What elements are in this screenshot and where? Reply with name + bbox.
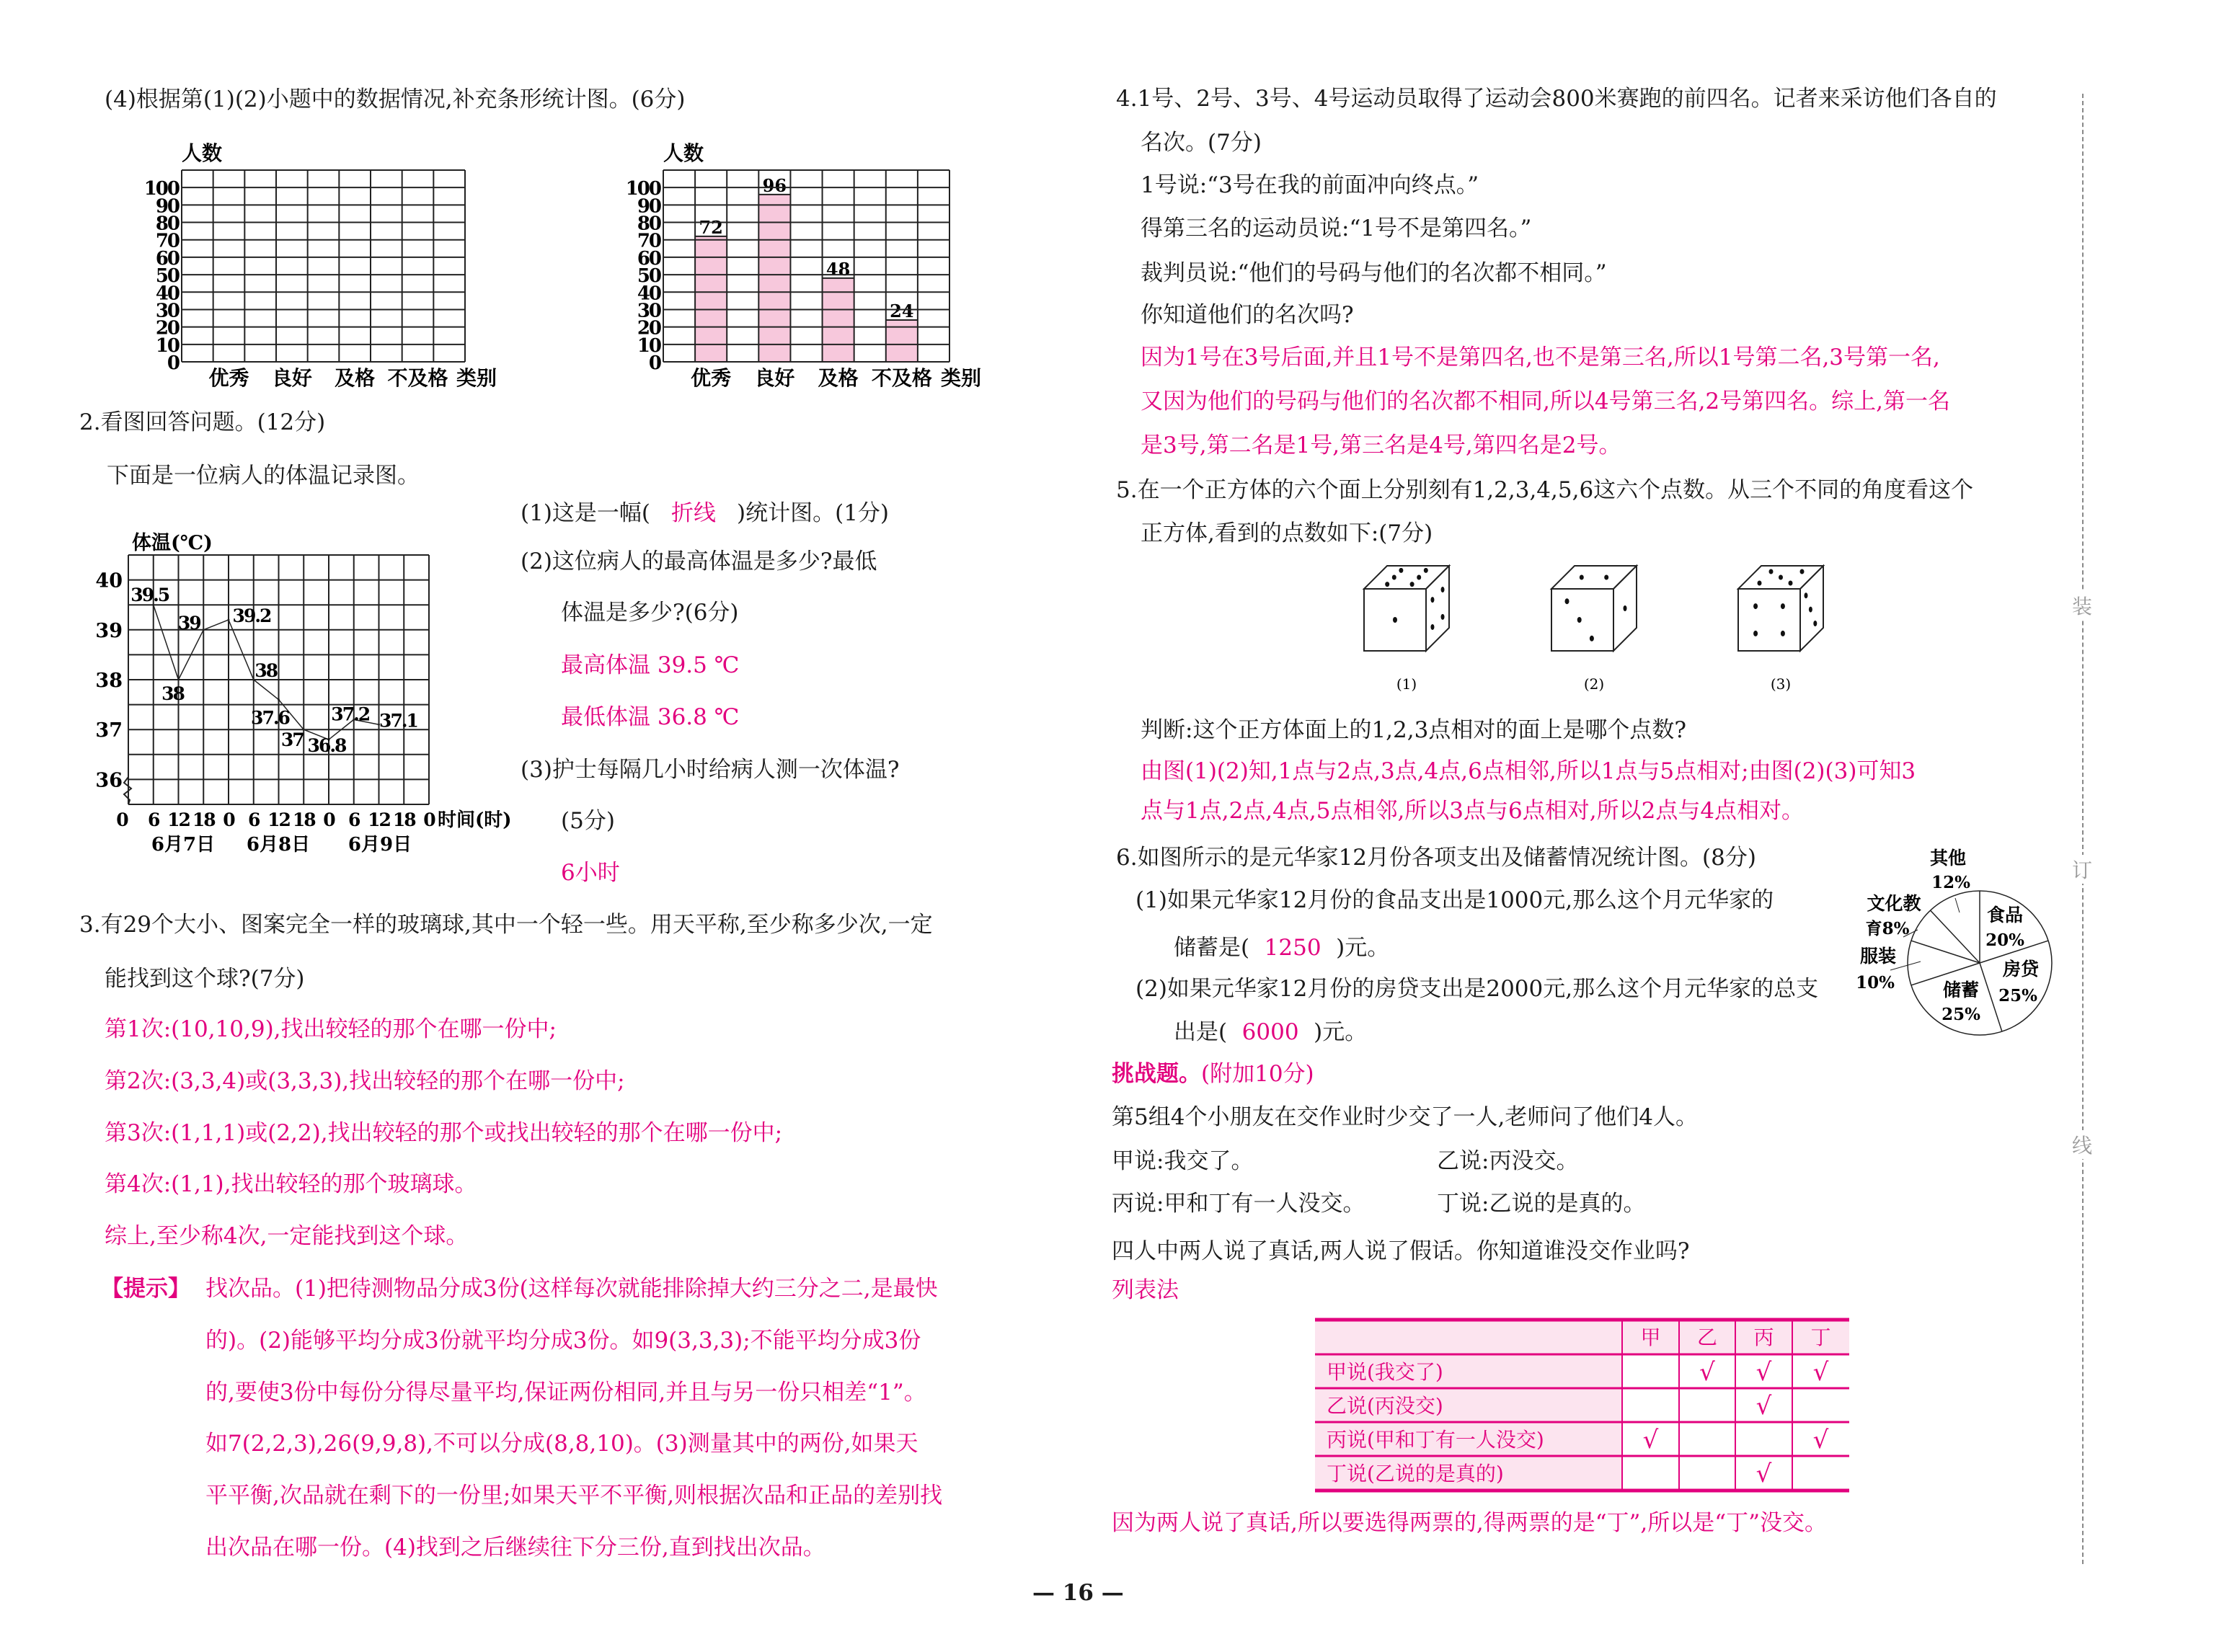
q5-line2: 正方体,看到的点数如下:(7分) — [1141, 520, 1433, 546]
q3-answer-line: 第2次:(3,3,4)或(3,3,3),找出较轻的那个在哪一份中; — [105, 1068, 625, 1094]
bar — [823, 278, 854, 362]
y-tick-label: 50 — [155, 265, 179, 288]
die-dot — [1590, 636, 1594, 641]
check-mark: √ — [1812, 1426, 1829, 1455]
date-label: 6月9日 — [347, 834, 412, 856]
pie-slice-name: 其他 — [1929, 848, 1967, 869]
die-dot — [1624, 605, 1627, 611]
bar — [758, 195, 790, 362]
hint-line: 平平衡,次品就在剩下的一份里;如果天平不平衡,则根据次品和正品的差别找 — [205, 1483, 943, 1509]
q6-sub1: (1)如果元华家12月份的食品支出是1000元,那么这个月元华家的 — [1135, 887, 1774, 913]
die-dot — [1800, 569, 1805, 574]
category-label: 优秀 — [691, 366, 732, 390]
q2-sub1-suffix: )统计图。(1分) — [737, 500, 890, 526]
y-tick-label: 50 — [637, 265, 660, 288]
x-tick-label: 0 — [423, 809, 435, 830]
check-mark: √ — [1642, 1426, 1659, 1455]
margin-mark: 线 — [2072, 1130, 2092, 1159]
data-point — [177, 679, 180, 681]
x-tick-label: 18 — [392, 809, 415, 830]
q2-sub1-prefix: (1)这是一幅( — [521, 500, 651, 526]
die-front-face — [1738, 589, 1800, 651]
q2-sub2-line1: (2)这位病人的最高体温是多少?最低 — [521, 549, 877, 574]
die-dot — [1417, 575, 1421, 580]
y-tick-label: 70 — [637, 230, 660, 252]
q3-answer-line: 第4次:(1,1),找出较轻的那个玻璃球。 — [105, 1171, 477, 1197]
die-dot — [1753, 631, 1758, 636]
table-header-cell: 丁 — [1810, 1325, 1831, 1349]
statement-ding: 丁说:乙说的是真的。 — [1437, 1191, 1646, 1217]
table-row-label: 甲说(我交了) — [1327, 1360, 1443, 1384]
die-dot — [1392, 575, 1396, 580]
pie-slice-percent: 10% — [1856, 973, 1895, 992]
pie-slice-percent: 25% — [1942, 1005, 1980, 1024]
x-tick-label: 6 — [148, 809, 159, 830]
data-point — [203, 629, 205, 631]
table-row-label: 乙说(丙没交) — [1327, 1394, 1443, 1418]
die-front-face — [1551, 589, 1613, 651]
bar — [695, 236, 727, 362]
q4r-statement-2: 得第三名的运动员说:“1号不是第四名。” — [1141, 216, 1532, 241]
x-tick-label: 0 — [223, 809, 234, 830]
q3-line1: 3.有29个大小、图案完全一样的玻璃球,其中一个轻一些。用天平称,至少称多少次,一定 — [79, 912, 933, 938]
y-axis-label: 人数 — [182, 141, 223, 165]
challenge-title — [1112, 1061, 1314, 1087]
pie-slice-name: 房贷 — [2002, 959, 2040, 980]
check-mark: √ — [1756, 1392, 1772, 1421]
y-tick-label: 38 — [95, 670, 123, 692]
y-tick-label: 40 — [637, 283, 660, 305]
x-tick-label: 18 — [292, 809, 315, 830]
q5-answer-line: 由图(1)(2)知,1点与2点,3点,4点,6点相邻,所以1点与5点相对;由图(2)(3)可知3 — [1141, 758, 1916, 784]
data-label: 38 — [161, 683, 184, 704]
x-tick-label: 18 — [192, 809, 215, 830]
q6-title: 6.如图所示的是元华家12月份各项支出及储蓄情况统计图。(8分) — [1116, 845, 1756, 871]
q2-sub1 — [521, 500, 889, 526]
pie-slice-percent: 20% — [1985, 931, 2024, 950]
data-point — [228, 618, 230, 621]
die-dot — [1441, 614, 1445, 620]
die-dot — [1393, 617, 1397, 623]
q2-intro: 下面是一位病人的体温记录图。 — [107, 463, 420, 489]
y-tick-label: 0 — [648, 352, 660, 374]
die-dot — [1805, 592, 1808, 598]
y-tick-label: 30 — [155, 300, 179, 322]
q3-line2: 能找到这个球?(7分) — [105, 966, 305, 992]
x-axis-label: 类别 — [941, 366, 982, 390]
x-tick-label: 12 — [267, 809, 290, 830]
q6-sub1-answer: 1250 — [1264, 935, 1321, 961]
pie-slice-percent: 12% — [1931, 873, 1970, 892]
x-tick-label: 12 — [368, 809, 390, 830]
pie-slice-name: 文化教 — [1867, 893, 1921, 914]
die-dot — [1399, 568, 1403, 573]
y-tick-label: 0 — [167, 352, 179, 374]
q5-line1: 5.在一个正方体的六个面上分别刻有1,2,3,4,5,6这六个点数。从三个不同的角度看这个 — [1116, 477, 1974, 503]
x-tick-label: 0 — [116, 809, 128, 830]
y-tick-label: 20 — [155, 317, 179, 339]
statement-yi: 乙说:丙没交。 — [1437, 1148, 1579, 1174]
category-label: 不及格 — [387, 366, 448, 390]
hint-line: 如7(2,2,3),26(9,9,8),不可以分成(8,8,10)。(3)测量其中的两份,如果天 — [205, 1431, 918, 1457]
challenge-bonus: (附加10分) — [1201, 1061, 1314, 1087]
q2-sub2-answer-max: 最高体温 39.5 ℃ — [561, 652, 740, 678]
x-tick-label: 6 — [348, 809, 360, 830]
category-label: 及格 — [818, 366, 859, 390]
y-tick-label: 40 — [95, 569, 123, 592]
q2-title: 2.看图回答问题。(12分) — [79, 409, 326, 435]
die-dot — [1753, 603, 1758, 609]
y-tick-label: 60 — [155, 247, 179, 270]
x-axis-label: 时间(时) — [438, 809, 512, 831]
table-row-label: 丙说(甲和丁有一人没交) — [1327, 1428, 1544, 1452]
y-tick-label: 90 — [637, 195, 660, 218]
die-caption: (2) — [1583, 675, 1605, 693]
data-label: 36.8 — [307, 735, 346, 757]
y-tick-label: 10 — [637, 334, 660, 357]
q4r-answer-line: 是3号,第二名是1号,第三名是4号,第四名是2号。 — [1141, 432, 1621, 458]
y-tick-label: 10 — [155, 334, 179, 357]
q4-title: (4)根据第(1)(2)小题中的数据情况,补充条形统计图。(6分) — [105, 86, 686, 112]
pie-slice-name: 服装 — [1859, 946, 1897, 967]
method-label: 列表法 — [1112, 1277, 1179, 1303]
die-dot — [1580, 575, 1584, 580]
bar-data-label: 48 — [825, 258, 851, 280]
data-label: 39.2 — [232, 605, 271, 626]
q6-sub1-answer-line — [1174, 935, 1389, 961]
check-mark: √ — [1756, 1358, 1772, 1387]
statement-jia: 甲说:我交了。 — [1112, 1148, 1254, 1174]
die-dot — [1410, 582, 1414, 587]
die-dot — [1779, 575, 1783, 580]
challenge-heading: 挑战题。 — [1112, 1061, 1201, 1087]
data-label: 39 — [177, 612, 200, 634]
q4r-question: 你知道他们的名次吗? — [1141, 302, 1354, 328]
q4r-answer-line: 因为1号在3号后面,并且1号不是第四名,也不是第三名,所以1号第二名,3号第一名, — [1141, 345, 1940, 370]
die-caption: (3) — [1770, 675, 1792, 693]
q6-sub2: (2)如果元华家12月份的房贷支出是2000元,那么这个月元华家的总支 — [1135, 976, 1819, 1002]
q4r-statement-3: 裁判员说:“他们的号码与他们的名次都不相同。” — [1141, 260, 1607, 286]
die-dot — [1441, 587, 1445, 592]
y-tick-label: 20 — [637, 317, 660, 339]
binding-dashed-line — [2082, 94, 2084, 1564]
q4r-line1: 4.1号、2号、3号、4号运动员取得了运动会800米赛跑的前四名。记者来采访他们各自的 — [1116, 86, 1997, 112]
die-dot — [1385, 582, 1389, 587]
q2-sub3-line1: (3)护士每隔几小时给病人测一次体温? — [521, 757, 900, 783]
check-mark: √ — [1756, 1460, 1772, 1488]
statement-bing: 丙说:甲和丁有一人没交。 — [1112, 1191, 1365, 1217]
bar-data-label: 96 — [762, 174, 787, 196]
q4r-statement-1: 1号说:“3号在我的前面冲向终点。” — [1141, 172, 1479, 198]
bar-data-label: 72 — [699, 216, 723, 238]
category-label: 良好 — [271, 366, 312, 390]
page-number: — 16 — — [1032, 1580, 1124, 1606]
y-tick-label: 100 — [625, 178, 660, 200]
q6-sub2-prefix: 出是( — [1174, 1019, 1228, 1045]
q4r-answer-line: 又因为他们的号码与他们的名次都不相同,所以4号第三名,2号第四名。综上,第一名 — [1141, 388, 1951, 414]
q2-sub2-line2: 体温是多少?(6分) — [561, 600, 739, 626]
die-dot — [1424, 568, 1428, 573]
die-dot — [1781, 631, 1785, 636]
y-tick-label: 30 — [637, 300, 660, 322]
y-tick-label: 70 — [155, 230, 179, 252]
hint-label: 【提示】 — [101, 1276, 190, 1302]
hint-line: 的,要使3份中每份分得尽量平均,保证两份相同,并且与另一份只相差“1”。 — [205, 1380, 926, 1405]
q2-sub3-answer: 6小时 — [561, 860, 620, 886]
hint-line: 找次品。(1)把待测物品分成3份(这样每次就能排除掉大约三分之二,是最快 — [205, 1276, 938, 1302]
q2-sub2-answer-min: 最低体温 36.8 ℃ — [561, 704, 740, 730]
die-dot — [1604, 575, 1608, 580]
bar-data-label: 24 — [890, 300, 914, 321]
challenge-conclusion: 因为两人说了真话,所以要选得两票的,得两票的是“丁”,所以是“丁”没交。 — [1112, 1510, 1827, 1536]
category-label: 不及格 — [871, 366, 932, 390]
check-mark: √ — [1699, 1358, 1715, 1387]
table-header-cell: 甲 — [1640, 1325, 1661, 1349]
hint-line: 出次品在哪一份。(4)找到之后继续往下分三份,直到找出次品。 — [205, 1535, 825, 1560]
die-dot — [1430, 597, 1434, 603]
y-tick-label: 36 — [95, 769, 123, 792]
x-tick-label: 0 — [323, 809, 335, 830]
table-header-cell: 乙 — [1696, 1325, 1718, 1349]
table-header-cell: 丙 — [1753, 1325, 1774, 1349]
margin-mark: 订 — [2072, 855, 2092, 884]
die-dot — [1813, 621, 1817, 626]
check-mark: √ — [1812, 1358, 1829, 1387]
x-axis-label: 类别 — [456, 366, 497, 390]
data-label: 37.2 — [331, 703, 370, 725]
data-point — [278, 698, 280, 701]
y-tick-label: 90 — [155, 195, 179, 218]
pie-slice-percent: 25% — [1998, 986, 2037, 1005]
q3-answer-line: 第1次:(10,10,9),找出较轻的那个在哪一份中; — [105, 1016, 557, 1042]
x-tick-label: 12 — [167, 809, 190, 830]
die-caption: (1) — [1396, 675, 1417, 693]
q3-answer-line: 综上,至少称4次,一定能找到这个球。 — [105, 1223, 469, 1249]
pie-slice-name: 储蓄 — [1942, 980, 1980, 1000]
q5-question: 判断:这个正方体面上的1,2,3点相对的面上是哪个点数? — [1141, 717, 1686, 743]
y-tick-label: 40 — [155, 283, 179, 305]
die-dot — [1577, 617, 1582, 623]
q2-sub1-answer: 折线 — [671, 500, 717, 526]
category-label: 良好 — [754, 366, 795, 390]
hint-line: 的)。(2)能够平均分成3份就平均分成3份。如9(3,3,3);不能平均分成3份 — [205, 1328, 921, 1354]
y-tick-label: 100 — [143, 178, 179, 200]
margin-mark: 装 — [2072, 591, 2092, 620]
die-dot — [1781, 603, 1785, 609]
category-label: 优秀 — [208, 366, 249, 390]
q6-sub2-answer-line — [1174, 1019, 1367, 1045]
pie-slice-name: 食品 — [1986, 905, 2024, 925]
q6-sub2-answer: 6000 — [1241, 1019, 1299, 1045]
date-label: 6月8日 — [246, 834, 311, 856]
category-label: 及格 — [335, 366, 376, 390]
q2-sub3-line2: (5分) — [561, 808, 615, 834]
y-axis-label: 人数 — [663, 141, 704, 165]
y-axis-label: 体温(℃) — [132, 532, 213, 554]
date-label: 6月7日 — [151, 834, 216, 856]
die-dot — [1430, 624, 1434, 630]
x-tick-label: 6 — [248, 809, 260, 830]
die-dot — [1789, 581, 1793, 586]
pie-slice-percent: 育8% — [1865, 919, 1910, 938]
data-label: 37.1 — [379, 710, 417, 732]
q6-sub1-suffix: )元。 — [1336, 935, 1390, 961]
y-tick-label: 80 — [155, 213, 179, 235]
q3-answer-line: 第3次:(1,1,1)或(2,2),找出较轻的那个或找出较轻的那个在哪一份中; — [105, 1120, 783, 1146]
data-label: 39.5 — [130, 585, 169, 606]
y-tick-label: 39 — [95, 619, 123, 642]
y-tick-label: 80 — [637, 213, 660, 235]
die-dot — [1565, 598, 1569, 604]
data-label: 37.6 — [251, 707, 289, 729]
data-label: 37 — [280, 729, 304, 751]
table-row-label: 丁说(乙说的是真的) — [1327, 1462, 1504, 1486]
q4r-line2: 名次。(7分) — [1141, 130, 1262, 156]
challenge-intro: 第5组4个小朋友在交作业时少交了一人,老师问了他们4人。 — [1112, 1104, 1699, 1130]
die-dot — [1758, 581, 1762, 586]
q6-sub1-prefix: 储蓄是( — [1174, 935, 1250, 961]
die-dot — [1769, 569, 1774, 574]
data-label: 38 — [254, 660, 278, 681]
y-tick-label: 37 — [95, 719, 123, 742]
q5-answer-line: 点与1点,2点,4点,5点相邻,所以3点与6点相对,所以2点与4点相对。 — [1141, 798, 1805, 824]
y-tick-label: 60 — [637, 247, 660, 270]
die-dot — [1809, 607, 1812, 613]
q6-sub2-suffix: )元。 — [1314, 1019, 1368, 1045]
challenge-question: 四人中两人说了真话,两人说了假话。你知道谁没交作业吗? — [1112, 1238, 1690, 1264]
